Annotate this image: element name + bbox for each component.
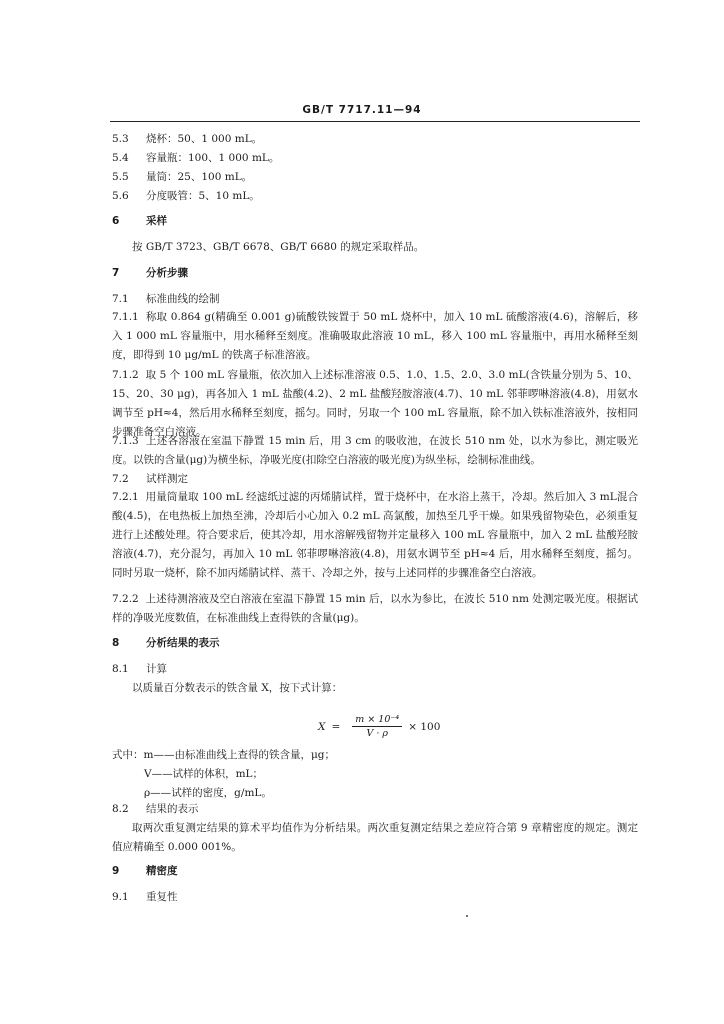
subsection-heading: 8.2 结果的表示 <box>112 803 199 815</box>
section-heading: 8 分析结果的表示 <box>112 637 220 649</box>
section-heading: 7 分析步骤 <box>112 267 188 279</box>
standard-number-header: GB/T 7717.11—94 <box>302 104 422 116</box>
items-5-list <box>112 130 638 206</box>
subsection-heading: 8.1 计算 <box>112 663 167 675</box>
subsection-7-1 <box>112 290 638 309</box>
subsection-9-1 <box>112 888 638 907</box>
subsection-heading: 7.2 试样测定 <box>112 473 188 485</box>
formula-legend <box>112 746 638 803</box>
clause-7-1-2: 7.1.2 取 5 个 100 mL 容量瓶，依次加入上述标准溶液 0.5、1.0、1.5、2.0、3.0 mL(含铁量分别为 5、10、15、20、30 μg)，再各加入 1 mL 盐酸(4.2)、2 mL 盐酸羟胺溶液(4.7)、10 mL 邻菲啰啉溶液(4.8)，用氨水调节至 pH≈4，然后用水稀释至刻度，摇匀。同时，另取一个 100 mL 容量瓶，除不加入铁标准溶液外，按相同步骤准备空白溶液。 <box>112 369 638 438</box>
subsection-7-2 <box>112 470 638 489</box>
legend-item: ρ——试样的密度，g/mL。 <box>144 787 272 799</box>
subsection-heading: 9.1 重复性 <box>112 891 178 903</box>
section-6-body: 按 GB/T 3723、GB/T 6678、GB/T 6680 的规定采取样品。 <box>132 241 425 253</box>
clause-7-2-1: 7.2.1 用量筒量取 100 mL 经滤纸过滤的丙烯腈试样，置于烧杯中，在水浴上蒸干，冷却。然后加入 3 mL混合酸(4.5)，在电热板上加热至沸，冷却后小心加入 0.2 mL 高氯酸，加热至几乎干燥。如果残留物染色，必须重复进行上述酸处理。符合要求后，使其冷却，用水溶解残留物并定量移入 100 mL 容量瓶中，加入 2 mL 盐酸羟胺溶液(4.7)，充分混匀，再加入 10 mL 邻菲啰啉溶液(4.8)，用氨水调节至 pH≈4 后，用水稀释至刻度，摇匀。同时另取一烧杯，除不加丙烯腈试样、蒸干、冷却之外，按与上述同样的步骤准备空白溶液。 <box>112 491 638 579</box>
clause-7-2-2: 7.2.2 上述待测溶液及空白溶液在室温下静置 15 min 后，以水为参比，在波长 510 nm 处测定吸光度。根据试样的净吸光度数值，在标准曲线上查得铁的含量(μg)。 <box>112 593 638 624</box>
legend-item: V——试样的体积，mL； <box>144 768 264 780</box>
subsection-8-1 <box>112 660 638 698</box>
subsection-heading: 7.1 标准曲线的绘制 <box>112 293 220 305</box>
section-6 <box>112 212 638 231</box>
section-9 <box>112 862 638 881</box>
clause-7-1-1: 7.1.1 称取 0.864 g(精确至 0.001 g)硫酸铁铵置于 50 mL 烧杯中，加入 10 mL 硫酸溶液(4.6)，溶解后，移入 1 000 mL 容量瓶中，用水稀释至刻度。准确吸取此溶液 10 mL，移入 100 mL 容量瓶中，再用水稀释至刻度，即得到 10 μg/mL 的铁离子标准溶液。 <box>112 311 638 361</box>
list-item: 5.4 容量瓶：100、1 000 mL。 <box>112 152 280 164</box>
iron-content-formula: X = $\frac{\text{m × 10⁻⁴}}{V \cdot \rho}$ × 100 <box>318 714 441 739</box>
legend-item: 式中：m——由标准曲线上查得的铁含量，μg； <box>112 749 336 761</box>
header-rule <box>110 121 640 122</box>
result-expression-text: 取两次重复测定结果的算术平均值作为分析结果。两次重复测定结果之差应符合第 9 章精密度的规定。测定值应精确至 0.000 001%。 <box>112 822 638 853</box>
section-heading: 9 精密度 <box>112 865 178 877</box>
section-7 <box>112 264 638 283</box>
scan-speck <box>466 915 468 917</box>
list-item: 5.6 分度吸管：5、10 mL。 <box>112 190 260 202</box>
formula-fraction: $\frac{\text{m × 10⁻⁴}}{V \cdot \rho}$ <box>352 714 402 739</box>
formula-intro: 以质量百分数表示的铁含量 X，按下式计算： <box>132 682 343 694</box>
section-8 <box>112 634 638 653</box>
list-item: 5.3 烧杯：50、1 000 mL。 <box>112 133 263 145</box>
clause-7-1-3: 7.1.3 上述各溶液在室温下静置 15 min 后，用 3 cm 的吸收池，在波长 510 nm 处，以水为参比，测定吸光度。以铁的含量(μg)为横坐标，净吸光度(扣除空白溶液的吸光度)为纵坐标，绘制标准曲线。 <box>112 435 638 466</box>
section-heading: 6 采样 <box>112 215 167 227</box>
list-item: 5.5 量筒：25、100 mL。 <box>112 171 253 183</box>
subsection-8-2 <box>112 800 638 857</box>
